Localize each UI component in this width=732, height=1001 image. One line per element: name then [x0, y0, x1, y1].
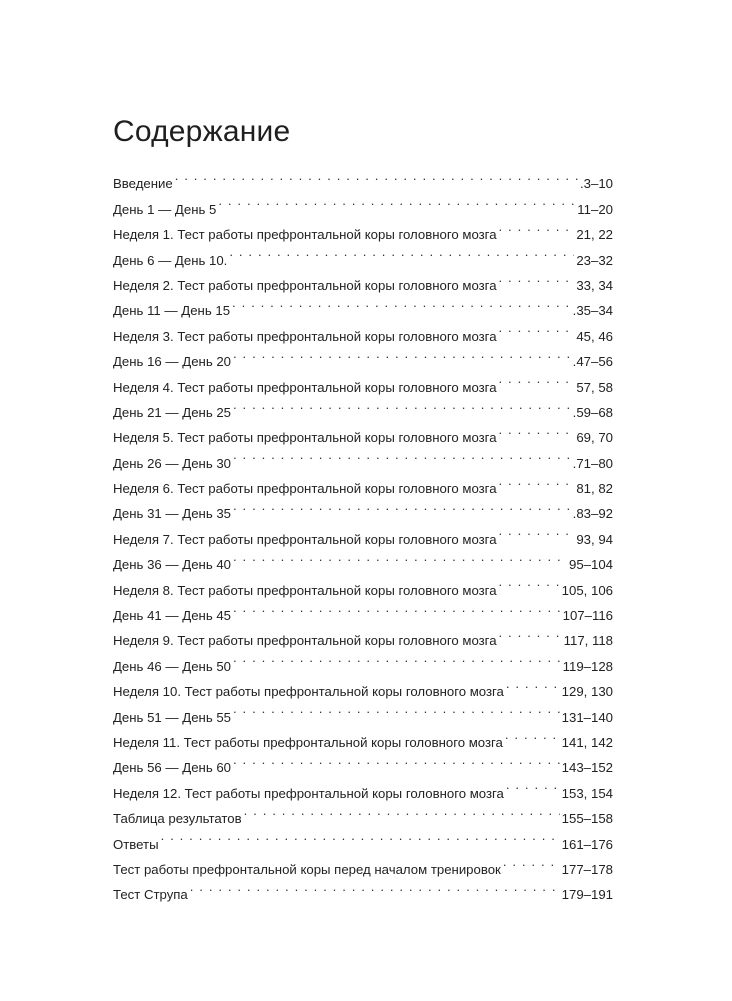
toc-entry-pages: 161–176 — [561, 836, 613, 852]
dot-leader — [499, 315, 575, 340]
toc-entry — [113, 823, 613, 852]
toc-entry-pages: 177–178 — [561, 861, 613, 877]
toc-entry-pages: 93, 94 — [576, 531, 613, 547]
dot-leader — [229, 239, 574, 264]
dot-leader — [499, 518, 575, 543]
dot-leader — [190, 874, 560, 899]
toc-entry-title: Тест Струпа — [113, 887, 188, 903]
toc-entry-pages: 129, 130 — [561, 684, 613, 700]
page-title: Содержание — [113, 115, 291, 148]
toc-entry-pages: 107–116 — [562, 608, 613, 624]
toc-entry-pages: 143–152 — [561, 760, 613, 776]
toc-entry-title: Ответы — [113, 836, 159, 852]
toc-entry-title: День 51 — День 55 — [113, 709, 232, 725]
dot-leader — [232, 290, 571, 315]
toc-entry-pages: 155–158 — [561, 811, 613, 827]
dot-leader — [503, 849, 560, 874]
dot-leader — [499, 366, 575, 391]
dot-leader — [233, 747, 560, 772]
toc-entry-pages: .47–56 — [572, 354, 613, 370]
toc-entry-pages: 21, 22 — [576, 227, 613, 243]
toc-entry-title: День 41 — День 45 — [113, 608, 232, 624]
toc-entry — [113, 188, 613, 217]
toc-entry-pages: .83–92 — [572, 506, 613, 522]
dot-leader — [233, 544, 567, 569]
dot-leader — [218, 188, 575, 213]
toc-entry-title: День 26 — День 30 — [113, 455, 232, 471]
toc-entry-title: Неделя 7. Тест работы префронтальной коры головного мозга — [113, 531, 497, 547]
toc-entry-title: Тест работы префронтальной коры перед началом тренировок — [113, 861, 501, 877]
toc-entry — [113, 849, 613, 877]
dot-leader — [233, 341, 571, 366]
toc-entry-pages: 105, 106 — [561, 582, 613, 598]
dot-leader — [244, 798, 560, 823]
dot-leader — [499, 620, 562, 645]
dot-leader — [233, 392, 571, 417]
dot-leader — [175, 163, 578, 188]
toc-entry-pages: 179–191 — [561, 887, 613, 903]
toc-entry-title: Неделя 3. Тест работы префронтальной коры головного мозга — [113, 328, 497, 344]
toc-entry-pages: .3–10 — [579, 176, 613, 192]
toc-entry-pages: 81, 82 — [576, 481, 613, 497]
toc-entry-title: Неделя 1. Тест работы префронтальной коры головного мозга — [113, 227, 497, 243]
dot-leader — [233, 493, 571, 518]
dot-leader — [499, 569, 560, 594]
toc-entry-title: День 56 — День 60 — [113, 760, 232, 776]
dot-leader — [499, 265, 575, 290]
toc-entry-title: Неделя 9. Тест работы префронтальной коры головного мозга — [113, 633, 497, 649]
toc-entry-title: Таблица результатов — [113, 811, 242, 827]
dot-leader — [499, 417, 575, 442]
dot-leader — [506, 772, 560, 797]
dot-leader — [499, 214, 575, 239]
toc-entry-title: День 6 — День 10. — [113, 252, 228, 268]
toc-entry-title: День 1 — День 5 — [113, 201, 217, 217]
toc-entry-title: День 16 — День 20 — [113, 354, 232, 370]
toc-entry-pages: .71–80 — [572, 455, 613, 471]
toc-entry-title: День 11 — День 15 — [113, 303, 231, 319]
dot-leader — [233, 595, 561, 620]
toc-entry-title: День 36 — День 40 — [113, 557, 232, 573]
toc-entry-title: День 21 — День 25 — [113, 404, 232, 420]
toc-entry-pages: .35–34 — [572, 303, 613, 319]
toc-entry-title: Неделя 12. Тест работы префронтальной коры головного мозга — [113, 785, 504, 801]
toc-entry-pages: 141, 142 — [561, 734, 613, 750]
toc-entry-title: День 46 — День 50 — [113, 658, 232, 674]
toc-entry-title: Неделя 5. Тест работы префронтальной коры головного мозга — [113, 430, 497, 446]
table-of-contents — [113, 163, 613, 903]
toc-entry-pages: 23–32 — [576, 252, 613, 268]
dot-leader — [233, 696, 560, 721]
toc-entry-title: Неделя 11. Тест работы префронтальной коры головного мозга — [113, 734, 503, 750]
dot-leader — [506, 671, 560, 696]
toc-entry-pages: 119–128 — [562, 658, 613, 674]
toc-entry — [113, 163, 613, 192]
dot-leader — [233, 442, 571, 467]
toc-entry-pages: 33, 34 — [576, 277, 613, 293]
dot-leader — [499, 468, 575, 493]
toc-entry-pages: 11–20 — [577, 201, 613, 217]
toc-entry-title: Неделя 2. Тест работы префронтальной коры головного мозга — [113, 277, 497, 293]
toc-entry-title: Введение — [113, 176, 173, 192]
toc-entry-title: Неделя 4. Тест работы префронтальной коры головного мозга — [113, 379, 497, 395]
toc-entry-pages: 45, 46 — [576, 328, 613, 344]
toc-entry-title: День 31 — День 35 — [113, 506, 232, 522]
toc-entry-title: Неделя 6. Тест работы префронтальной коры головного мозга — [113, 481, 497, 497]
toc-entry-title: Неделя 8. Тест работы префронтальной коры головного мозга — [113, 582, 497, 598]
toc-entry-pages: 95–104 — [568, 557, 613, 573]
dot-leader — [505, 722, 560, 747]
toc-entry-pages: .59–68 — [572, 404, 613, 420]
dot-leader — [233, 645, 561, 670]
toc-entry-pages: 57, 58 — [576, 379, 613, 395]
dot-leader — [161, 823, 560, 848]
toc-entry-pages: 69, 70 — [576, 430, 613, 446]
toc-entry-title: Неделя 10. Тест работы префронтальной коры головного мозга — [113, 684, 504, 700]
toc-entry-pages: 153, 154 — [561, 785, 613, 801]
toc-entry-pages: 117, 118 — [563, 633, 613, 649]
toc-entry-pages: 131–140 — [561, 709, 613, 725]
